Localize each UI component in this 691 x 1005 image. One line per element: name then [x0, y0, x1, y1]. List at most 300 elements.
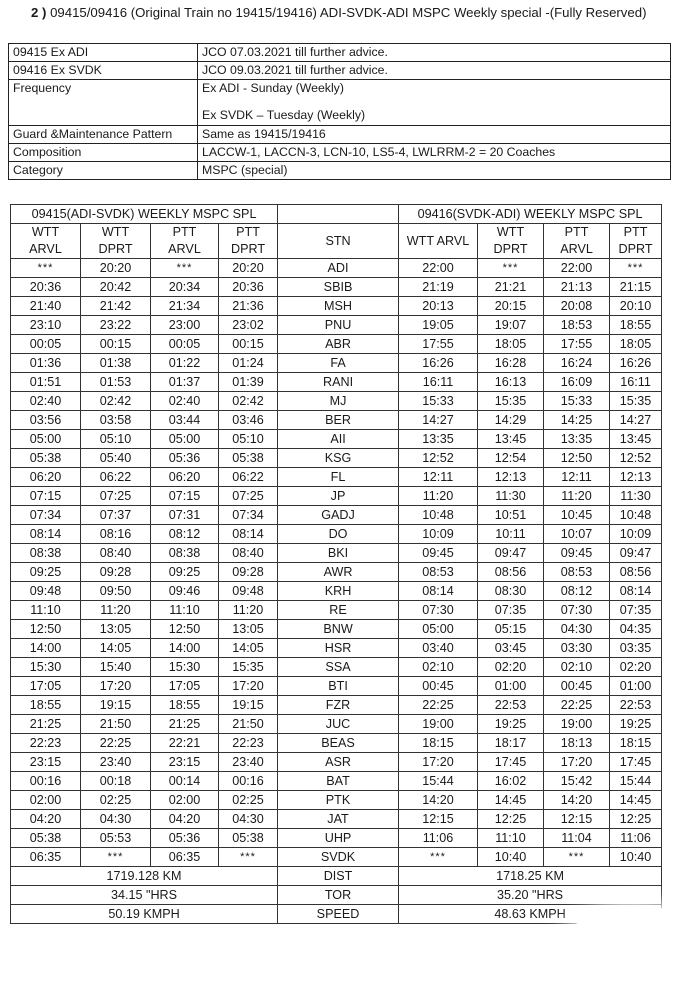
time-cell: 19:07	[478, 316, 544, 335]
time-cell: 04:20	[151, 810, 219, 829]
heading-text: 09415/09416 (Original Train no 19415/19416) ADI-SVDK-ADI MSPC Weekly special -(Fully Reserved)	[50, 5, 647, 20]
time-cell: 12:13	[478, 468, 544, 487]
time-cell: 02:10	[544, 658, 610, 677]
summary-left-value: 50.19 KMPH	[11, 905, 278, 924]
summary-right-value: 48.63 KMPH	[399, 905, 662, 924]
column-header	[610, 224, 662, 259]
time-cell: 05:10	[219, 430, 278, 449]
info-row	[9, 62, 671, 80]
station-code: BAT	[278, 772, 399, 791]
time-cell: 13:45	[478, 430, 544, 449]
time-cell: 12:15	[399, 810, 478, 829]
station-row	[11, 506, 662, 525]
station-row	[11, 354, 662, 373]
station-code: SVDK	[278, 848, 399, 867]
time-cell: 11:30	[478, 487, 544, 506]
column-header-line: PTT	[172, 225, 197, 239]
summary-left-value: 1719.128 KM	[11, 867, 278, 886]
column-header-line: PTT	[564, 225, 589, 239]
time-cell: 16:26	[610, 354, 662, 373]
column-header-line: WTT	[496, 225, 525, 239]
time-cell: 17:05	[151, 677, 219, 696]
time-cell: 11:06	[610, 829, 662, 848]
time-cell: 04:20	[11, 810, 81, 829]
time-cell: 10:51	[478, 506, 544, 525]
time-cell: 21:40	[11, 297, 81, 316]
time-cell: 15:33	[544, 392, 610, 411]
time-cell: 12:25	[478, 810, 544, 829]
time-cell: 11:20	[81, 601, 151, 620]
time-cell: 19:25	[610, 715, 662, 734]
time-cell: 12:15	[544, 810, 610, 829]
time-cell: 17:20	[81, 677, 151, 696]
time-cell: 04:30	[544, 620, 610, 639]
time-cell: 08:38	[151, 544, 219, 563]
summary-row	[11, 867, 662, 886]
info-value-line: Ex ADI - Sunday (Weekly)	[202, 81, 344, 95]
time-cell: 11:20	[544, 487, 610, 506]
time-cell: 13:05	[81, 620, 151, 639]
time-cell: ***	[81, 848, 151, 867]
time-cell: 09:47	[478, 544, 544, 563]
time-cell: 04:35	[610, 620, 662, 639]
time-cell: 09:46	[151, 582, 219, 601]
time-cell: 12:50	[544, 449, 610, 468]
column-header	[151, 224, 219, 259]
time-cell: 10:48	[399, 506, 478, 525]
time-cell: 16:13	[478, 373, 544, 392]
station-code: DO	[278, 525, 399, 544]
time-cell: 07:30	[399, 601, 478, 620]
time-cell: 12:50	[151, 620, 219, 639]
info-value: Same as 19415/19416	[198, 126, 671, 144]
station-code: KRH	[278, 582, 399, 601]
time-cell: 17:05	[11, 677, 81, 696]
time-cell: 08:40	[81, 544, 151, 563]
station-code: PTK	[278, 791, 399, 810]
summary-right-value: 35.20 "HRS	[399, 886, 662, 905]
time-cell: 19:00	[544, 715, 610, 734]
time-cell: 08:12	[151, 525, 219, 544]
time-cell: 14:20	[399, 791, 478, 810]
time-cell: 06:22	[81, 468, 151, 487]
time-cell: 23:15	[151, 753, 219, 772]
time-cell: 15:30	[151, 658, 219, 677]
station-code: SSA	[278, 658, 399, 677]
column-header-line: PTT	[623, 225, 648, 239]
time-cell: 07:35	[478, 601, 544, 620]
heading-number: 2 )	[31, 5, 47, 20]
time-cell: 22:23	[219, 734, 278, 753]
time-cell: 05:38	[219, 829, 278, 848]
column-header-line: WTT ARVL	[406, 233, 470, 248]
column-header-line: WTT	[101, 225, 130, 239]
info-key: Frequency	[9, 80, 198, 126]
time-cell: 00:15	[219, 335, 278, 354]
time-cell: 14:20	[544, 791, 610, 810]
time-cell: 05:38	[219, 449, 278, 468]
time-cell: 09:28	[81, 563, 151, 582]
time-cell: 20:36	[219, 278, 278, 297]
time-cell: 02:00	[11, 791, 81, 810]
column-header-line: DPRT	[618, 242, 653, 256]
time-cell: 05:38	[11, 449, 81, 468]
time-cell: 16:02	[478, 772, 544, 791]
station-row	[11, 544, 662, 563]
time-cell: 01:00	[478, 677, 544, 696]
time-cell: 15:44	[610, 772, 662, 791]
time-cell: 19:05	[399, 316, 478, 335]
time-cell: 14:05	[219, 639, 278, 658]
station-row	[11, 373, 662, 392]
time-cell: 07:34	[219, 506, 278, 525]
time-cell: 12:11	[544, 468, 610, 487]
station-row	[11, 696, 662, 715]
column-header	[399, 224, 478, 259]
time-cell: 14:45	[610, 791, 662, 810]
time-cell: 12:25	[610, 810, 662, 829]
time-cell: 00:05	[11, 335, 81, 354]
station-code: GADJ	[278, 506, 399, 525]
time-cell: 16:26	[399, 354, 478, 373]
train-info-table	[8, 43, 671, 180]
time-cell: 05:10	[81, 430, 151, 449]
time-cell: 11:20	[219, 601, 278, 620]
time-cell: 19:00	[399, 715, 478, 734]
right-train-title: 09416(SVDK-ADI) WEEKLY MSPC SPL	[399, 205, 662, 224]
station-code: AII	[278, 430, 399, 449]
time-cell: 17:20	[219, 677, 278, 696]
time-cell: 14:00	[151, 639, 219, 658]
time-cell: 18:55	[151, 696, 219, 715]
station-row	[11, 316, 662, 335]
time-cell: 12:52	[399, 449, 478, 468]
time-cell: ***	[544, 848, 610, 867]
column-header-line: PTT	[236, 225, 260, 239]
time-cell: 08:56	[610, 563, 662, 582]
station-row	[11, 658, 662, 677]
time-cell: 00:16	[219, 772, 278, 791]
time-cell: 00:15	[81, 335, 151, 354]
time-cell: 22:53	[610, 696, 662, 715]
station-code: KSG	[278, 449, 399, 468]
station-code: BTI	[278, 677, 399, 696]
time-cell: 18:15	[399, 734, 478, 753]
time-cell: 03:58	[81, 411, 151, 430]
time-cell: 21:36	[219, 297, 278, 316]
time-cell: 17:55	[399, 335, 478, 354]
time-cell: 11:20	[399, 487, 478, 506]
time-cell: 09:45	[544, 544, 610, 563]
time-cell: 18:05	[610, 335, 662, 354]
station-code: PNU	[278, 316, 399, 335]
info-key: Guard &Maintenance Pattern	[9, 126, 198, 144]
time-cell: 13:35	[399, 430, 478, 449]
time-cell: 21:34	[151, 297, 219, 316]
time-cell: 22:53	[478, 696, 544, 715]
info-row	[9, 80, 671, 126]
column-header	[219, 224, 278, 259]
time-cell: 15:40	[81, 658, 151, 677]
time-cell: 15:35	[610, 392, 662, 411]
time-cell: 23:40	[81, 753, 151, 772]
station-code: UHP	[278, 829, 399, 848]
station-code: RE	[278, 601, 399, 620]
time-cell: 16:11	[399, 373, 478, 392]
time-cell: 16:11	[610, 373, 662, 392]
time-cell: 08:30	[478, 582, 544, 601]
station-code: FZR	[278, 696, 399, 715]
time-cell: 21:25	[151, 715, 219, 734]
time-cell: 09:47	[610, 544, 662, 563]
info-row	[9, 144, 671, 162]
time-cell: 08:16	[81, 525, 151, 544]
time-cell: 11:06	[399, 829, 478, 848]
time-cell: 15:30	[11, 658, 81, 677]
time-cell: 03:56	[11, 411, 81, 430]
station-code: BKI	[278, 544, 399, 563]
time-cell: 10:40	[478, 848, 544, 867]
station-row	[11, 392, 662, 411]
station-code: BNW	[278, 620, 399, 639]
time-cell: 14:05	[81, 639, 151, 658]
time-cell: 22:25	[544, 696, 610, 715]
time-cell: 02:42	[81, 392, 151, 411]
time-cell: 09:25	[151, 563, 219, 582]
time-cell: 08:14	[219, 525, 278, 544]
time-cell: 07:31	[151, 506, 219, 525]
time-cell: 15:44	[399, 772, 478, 791]
time-cell: 02:10	[399, 658, 478, 677]
time-cell: 07:25	[219, 487, 278, 506]
column-header-line: ARVL	[560, 242, 593, 256]
time-cell: 15:42	[544, 772, 610, 791]
time-cell: 20:20	[219, 259, 278, 278]
title-row	[11, 205, 662, 224]
image-overlay-blur	[560, 905, 691, 1005]
station-row	[11, 430, 662, 449]
time-cell: 18:15	[610, 734, 662, 753]
station-row	[11, 810, 662, 829]
station-code: ABR	[278, 335, 399, 354]
station-code: BEAS	[278, 734, 399, 753]
info-row	[9, 162, 671, 180]
time-cell: 20:10	[610, 297, 662, 316]
time-cell: 12:13	[610, 468, 662, 487]
time-cell: 16:24	[544, 354, 610, 373]
time-cell: 14:29	[478, 411, 544, 430]
time-cell: 07:15	[11, 487, 81, 506]
station-row	[11, 563, 662, 582]
time-cell: 10:09	[610, 525, 662, 544]
time-cell: 03:30	[544, 639, 610, 658]
summary-label: SPEED	[278, 905, 399, 924]
summary-label: TOR	[278, 886, 399, 905]
time-cell: ***	[610, 259, 662, 278]
station-row	[11, 335, 662, 354]
time-cell: 23:22	[81, 316, 151, 335]
station-row	[11, 487, 662, 506]
info-value: LACCW-1, LACCN-3, LCN-10, LS5-4, LWLRRM-2 = 20 Coaches	[198, 144, 671, 162]
station-code: JP	[278, 487, 399, 506]
time-cell: 01:37	[151, 373, 219, 392]
time-cell: 05:38	[11, 829, 81, 848]
time-cell: 01:53	[81, 373, 151, 392]
info-key: 09415 Ex ADI	[9, 44, 198, 62]
time-cell: 07:35	[610, 601, 662, 620]
time-cell: 10:48	[610, 506, 662, 525]
time-cell: 12:54	[478, 449, 544, 468]
time-cell: 20:36	[11, 278, 81, 297]
time-cell: 17:45	[610, 753, 662, 772]
summary-row	[11, 905, 662, 924]
time-cell: 03:44	[151, 411, 219, 430]
time-cell: 07:25	[81, 487, 151, 506]
time-cell: 11:10	[11, 601, 81, 620]
time-cell: 00:16	[11, 772, 81, 791]
time-cell: 02:40	[151, 392, 219, 411]
time-cell: 00:45	[544, 677, 610, 696]
time-cell: 22:25	[399, 696, 478, 715]
time-cell: 22:25	[81, 734, 151, 753]
time-cell: 09:28	[219, 563, 278, 582]
time-cell: 06:35	[11, 848, 81, 867]
time-cell: 18:05	[478, 335, 544, 354]
time-cell: 11:30	[610, 487, 662, 506]
info-row	[9, 44, 671, 62]
time-cell: 13:35	[544, 430, 610, 449]
time-cell: 23:02	[219, 316, 278, 335]
time-cell: 14:45	[478, 791, 544, 810]
time-cell: 01:39	[219, 373, 278, 392]
summary-label: DIST	[278, 867, 399, 886]
time-cell: 07:15	[151, 487, 219, 506]
station-row	[11, 734, 662, 753]
time-cell: 21:21	[478, 278, 544, 297]
time-cell: 17:55	[544, 335, 610, 354]
station-row	[11, 772, 662, 791]
station-row	[11, 582, 662, 601]
time-cell: 05:36	[151, 449, 219, 468]
time-cell: 20:08	[544, 297, 610, 316]
station-code: JUC	[278, 715, 399, 734]
time-cell: 08:56	[478, 563, 544, 582]
station-row	[11, 848, 662, 867]
summary-row	[11, 886, 662, 905]
time-cell: 14:27	[399, 411, 478, 430]
time-cell: 01:38	[81, 354, 151, 373]
time-cell: 21:50	[81, 715, 151, 734]
info-value-line: Ex SVDK – Tuesday (Weekly)	[202, 108, 366, 122]
time-cell: 05:40	[81, 449, 151, 468]
station-row	[11, 753, 662, 772]
time-cell: 17:20	[544, 753, 610, 772]
station-row	[11, 411, 662, 430]
time-cell: 21:50	[219, 715, 278, 734]
station-row	[11, 639, 662, 658]
time-cell: ***	[219, 848, 278, 867]
time-cell: 12:50	[11, 620, 81, 639]
station-code: ASR	[278, 753, 399, 772]
time-cell: 20:13	[399, 297, 478, 316]
time-cell: 06:22	[219, 468, 278, 487]
time-cell: 19:15	[219, 696, 278, 715]
time-cell: 02:20	[478, 658, 544, 677]
column-header-line: WTT	[31, 225, 60, 239]
time-cell: 08:14	[610, 582, 662, 601]
time-cell: 03:46	[219, 411, 278, 430]
info-key: 09416 Ex SVDK	[9, 62, 198, 80]
time-cell: 20:34	[151, 278, 219, 297]
time-cell: 09:48	[219, 582, 278, 601]
station-row	[11, 259, 662, 278]
time-cell: 10:40	[610, 848, 662, 867]
time-cell: 23:15	[11, 753, 81, 772]
time-cell: 05:00	[399, 620, 478, 639]
time-cell: 18:17	[478, 734, 544, 753]
time-cell: 01:00	[610, 677, 662, 696]
time-cell: 17:45	[478, 753, 544, 772]
column-header-line: ARVL	[29, 242, 62, 256]
time-cell: 14:00	[11, 639, 81, 658]
time-cell: 13:05	[219, 620, 278, 639]
left-train-title: 09415(ADI-SVDK) WEEKLY MSPC SPL	[11, 205, 278, 224]
station-row	[11, 620, 662, 639]
time-cell: 16:09	[544, 373, 610, 392]
column-header-line: DPRT	[230, 242, 266, 256]
time-cell: 18:55	[610, 316, 662, 335]
time-cell: 03:40	[399, 639, 478, 658]
time-cell: 18:55	[11, 696, 81, 715]
time-cell: ***	[478, 259, 544, 278]
station-row	[11, 278, 662, 297]
info-value	[198, 80, 671, 126]
time-cell: 15:35	[219, 658, 278, 677]
station-code: MJ	[278, 392, 399, 411]
time-cell: 20:15	[478, 297, 544, 316]
info-key: Category	[9, 162, 198, 180]
time-cell: 12:11	[399, 468, 478, 487]
time-cell: 21:15	[610, 278, 662, 297]
time-cell: 08:38	[11, 544, 81, 563]
time-cell: 08:14	[399, 582, 478, 601]
time-cell: 07:34	[11, 506, 81, 525]
time-cell: 01:24	[219, 354, 278, 373]
station-code: FL	[278, 468, 399, 487]
time-cell: 00:05	[151, 335, 219, 354]
time-cell: 09:45	[399, 544, 478, 563]
column-header-row	[11, 224, 662, 259]
summary-left-value: 34.15 "HRS	[11, 886, 278, 905]
time-cell: 10:45	[544, 506, 610, 525]
station-code: FA	[278, 354, 399, 373]
station-row	[11, 297, 662, 316]
time-cell: 15:33	[399, 392, 478, 411]
time-cell: 23:00	[151, 316, 219, 335]
time-cell: 10:11	[478, 525, 544, 544]
time-cell: 11:10	[478, 829, 544, 848]
time-cell: 06:20	[151, 468, 219, 487]
info-row	[9, 126, 671, 144]
time-cell: 05:53	[81, 829, 151, 848]
station-row	[11, 601, 662, 620]
time-cell: 08:53	[399, 563, 478, 582]
time-cell: 04:30	[219, 810, 278, 829]
time-cell: 00:45	[399, 677, 478, 696]
column-header	[11, 224, 81, 259]
summary-right-value: 1718.25 KM	[399, 867, 662, 886]
time-cell: 09:50	[81, 582, 151, 601]
